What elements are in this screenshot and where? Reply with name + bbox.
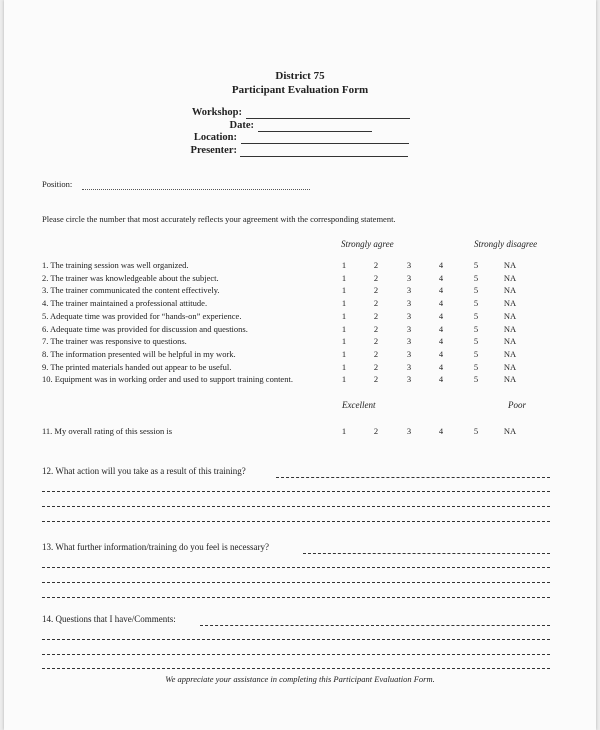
rating-option[interactable]: 3 bbox=[406, 285, 412, 296]
overall-rating-option[interactable]: 3 bbox=[406, 426, 412, 436]
workshop-field[interactable] bbox=[246, 118, 410, 119]
question-12: 12. What action will you take as a result of this training? bbox=[42, 466, 246, 476]
rating-option[interactable]: NA bbox=[503, 336, 517, 347]
rating-option[interactable]: 5 bbox=[473, 298, 479, 309]
rating-option[interactable]: 4 bbox=[438, 272, 444, 283]
rating-option[interactable]: 4 bbox=[438, 348, 444, 359]
rating-option[interactable]: 5 bbox=[473, 374, 479, 385]
strongly-disagree-label: Strongly disagree bbox=[474, 239, 538, 249]
workshop-label: Workshop: bbox=[191, 107, 242, 118]
presenter-field[interactable] bbox=[240, 156, 408, 157]
rating-option[interactable]: 3 bbox=[406, 310, 412, 321]
rating-option[interactable]: 4 bbox=[438, 336, 444, 347]
rating-option[interactable]: NA bbox=[503, 348, 517, 359]
overall-rating-option[interactable]: 4 bbox=[438, 426, 444, 436]
rating-option[interactable]: 1 bbox=[341, 361, 347, 372]
statement-5: 5. Adequate time was provided for “hands-on” experience. bbox=[42, 310, 242, 321]
rating-option[interactable]: 4 bbox=[438, 298, 444, 309]
rating-option[interactable]: 5 bbox=[473, 361, 479, 372]
rating-option[interactable]: 4 bbox=[438, 260, 444, 270]
overall-rating-option[interactable]: 2 bbox=[373, 426, 379, 436]
rating-option[interactable]: NA bbox=[503, 374, 517, 385]
rating-option[interactable]: 5 bbox=[473, 260, 479, 270]
rating-option[interactable]: 2 bbox=[373, 336, 379, 347]
answer-line[interactable] bbox=[42, 668, 550, 669]
rating-option[interactable]: 2 bbox=[373, 272, 379, 283]
statement-9: 9. The printed materials handed out appear to be useful. bbox=[42, 361, 232, 372]
rating-option[interactable]: 1 bbox=[341, 260, 347, 270]
rating-option[interactable]: 3 bbox=[406, 260, 412, 270]
rating-option[interactable]: 4 bbox=[438, 361, 444, 372]
location-label: Location: bbox=[193, 132, 237, 143]
rating-option[interactable]: 2 bbox=[373, 260, 379, 270]
excellent-label: Excellent bbox=[342, 400, 376, 410]
evaluation-form-page bbox=[4, 0, 596, 730]
rating-option[interactable]: 5 bbox=[473, 285, 479, 296]
rating-option[interactable]: 2 bbox=[373, 361, 379, 372]
instructions-text: Please circle the number that most accurately reflects your agreement with the corresponding statement. bbox=[42, 214, 396, 224]
answer-line[interactable] bbox=[42, 639, 550, 640]
rating-option[interactable]: 4 bbox=[438, 374, 444, 385]
rating-option[interactable]: NA bbox=[503, 260, 517, 270]
rating-option[interactable]: 4 bbox=[438, 323, 444, 334]
answer-line[interactable] bbox=[42, 567, 550, 568]
question-14: 14. Questions that I have/Comments: bbox=[42, 614, 176, 624]
presenter-label: Presenter: bbox=[190, 145, 237, 156]
answer-line[interactable] bbox=[42, 506, 550, 507]
rating-option[interactable]: 3 bbox=[406, 272, 412, 283]
rating-option[interactable]: 2 bbox=[373, 348, 379, 359]
statement-10: 10. Equipment was in working order and used to support training content. bbox=[42, 374, 293, 385]
statement-1: 1. The training session was well organized. bbox=[42, 260, 189, 270]
statement-7: 7. The trainer was responsive to questions. bbox=[42, 336, 187, 347]
date-field[interactable] bbox=[258, 131, 372, 132]
question-12-answer-line[interactable] bbox=[276, 477, 550, 478]
rating-option[interactable]: NA bbox=[503, 272, 517, 283]
rating-option[interactable]: 3 bbox=[406, 361, 412, 372]
location-field[interactable] bbox=[241, 143, 409, 144]
rating-option[interactable]: 5 bbox=[473, 323, 479, 334]
answer-line[interactable] bbox=[42, 491, 550, 492]
rating-option[interactable]: 4 bbox=[438, 285, 444, 296]
answer-line[interactable] bbox=[42, 521, 550, 522]
rating-option[interactable]: 2 bbox=[373, 298, 379, 309]
rating-option[interactable]: 3 bbox=[406, 336, 412, 347]
rating-option[interactable]: NA bbox=[503, 298, 517, 309]
rating-option[interactable]: 1 bbox=[341, 285, 347, 296]
rating-option[interactable]: NA bbox=[503, 285, 517, 296]
rating-option[interactable]: 2 bbox=[373, 310, 379, 321]
statement-8: 8. The information presented will be helpful in my work. bbox=[42, 348, 236, 359]
rating-option[interactable]: 1 bbox=[341, 310, 347, 321]
statement-4: 4. The trainer maintained a professional attitude. bbox=[42, 298, 208, 309]
strongly-agree-label: Strongly agree bbox=[341, 239, 394, 249]
form-title: Participant Evaluation Form bbox=[231, 84, 369, 96]
question-13-answer-line[interactable] bbox=[303, 553, 550, 554]
overall-rating-option[interactable]: NA bbox=[503, 426, 517, 436]
statement-3: 3. The trainer communicated the content effectively. bbox=[42, 285, 220, 296]
rating-option[interactable]: 1 bbox=[341, 323, 347, 334]
rating-option[interactable]: 2 bbox=[373, 285, 379, 296]
overall-rating-question: 11. My overall rating of this session is bbox=[42, 426, 173, 436]
rating-option[interactable]: 5 bbox=[473, 272, 479, 283]
rating-option[interactable]: 3 bbox=[406, 298, 412, 309]
rating-option[interactable]: 3 bbox=[406, 323, 412, 334]
statement-6: 6. Adequate time was provided for discussion and questions. bbox=[42, 323, 248, 334]
statement-2: 2. The trainer was knowledgeable about the subject. bbox=[42, 272, 219, 283]
answer-line[interactable] bbox=[42, 582, 550, 583]
rating-option[interactable]: NA bbox=[503, 323, 517, 334]
rating-option[interactable]: 1 bbox=[341, 272, 347, 283]
rating-option[interactable]: 1 bbox=[341, 336, 347, 347]
rating-option[interactable]: 2 bbox=[373, 374, 379, 385]
rating-option[interactable]: 1 bbox=[341, 348, 347, 359]
footer-note: We appreciate your assistance in completing this Participant Evaluation Form. bbox=[165, 674, 435, 684]
date-label: Date: bbox=[229, 120, 254, 131]
rating-option[interactable]: 5 bbox=[473, 310, 479, 321]
rating-option[interactable]: 2 bbox=[373, 323, 379, 334]
district-title: District 75 bbox=[275, 70, 325, 82]
rating-option[interactable]: 3 bbox=[406, 348, 412, 359]
question-14-answer-line[interactable] bbox=[200, 625, 550, 626]
rating-option[interactable]: 4 bbox=[438, 310, 444, 321]
answer-line[interactable] bbox=[42, 654, 550, 655]
rating-option[interactable]: 1 bbox=[341, 374, 347, 385]
answer-line[interactable] bbox=[42, 597, 550, 598]
question-13: 13. What further information/training do you feel is necessary? bbox=[42, 542, 270, 552]
position-label: Position: bbox=[42, 179, 73, 189]
poor-label: Poor bbox=[508, 400, 526, 410]
position-field[interactable] bbox=[82, 189, 310, 190]
overall-rating-option[interactable]: 5 bbox=[473, 426, 479, 436]
overall-rating-option[interactable]: 1 bbox=[341, 426, 347, 436]
rating-option[interactable]: NA bbox=[503, 310, 517, 321]
rating-option[interactable]: 5 bbox=[473, 348, 479, 359]
rating-option[interactable]: NA bbox=[503, 361, 517, 372]
rating-option[interactable]: 1 bbox=[341, 298, 347, 309]
rating-option[interactable]: 5 bbox=[473, 336, 479, 347]
rating-option[interactable]: 3 bbox=[406, 374, 412, 385]
